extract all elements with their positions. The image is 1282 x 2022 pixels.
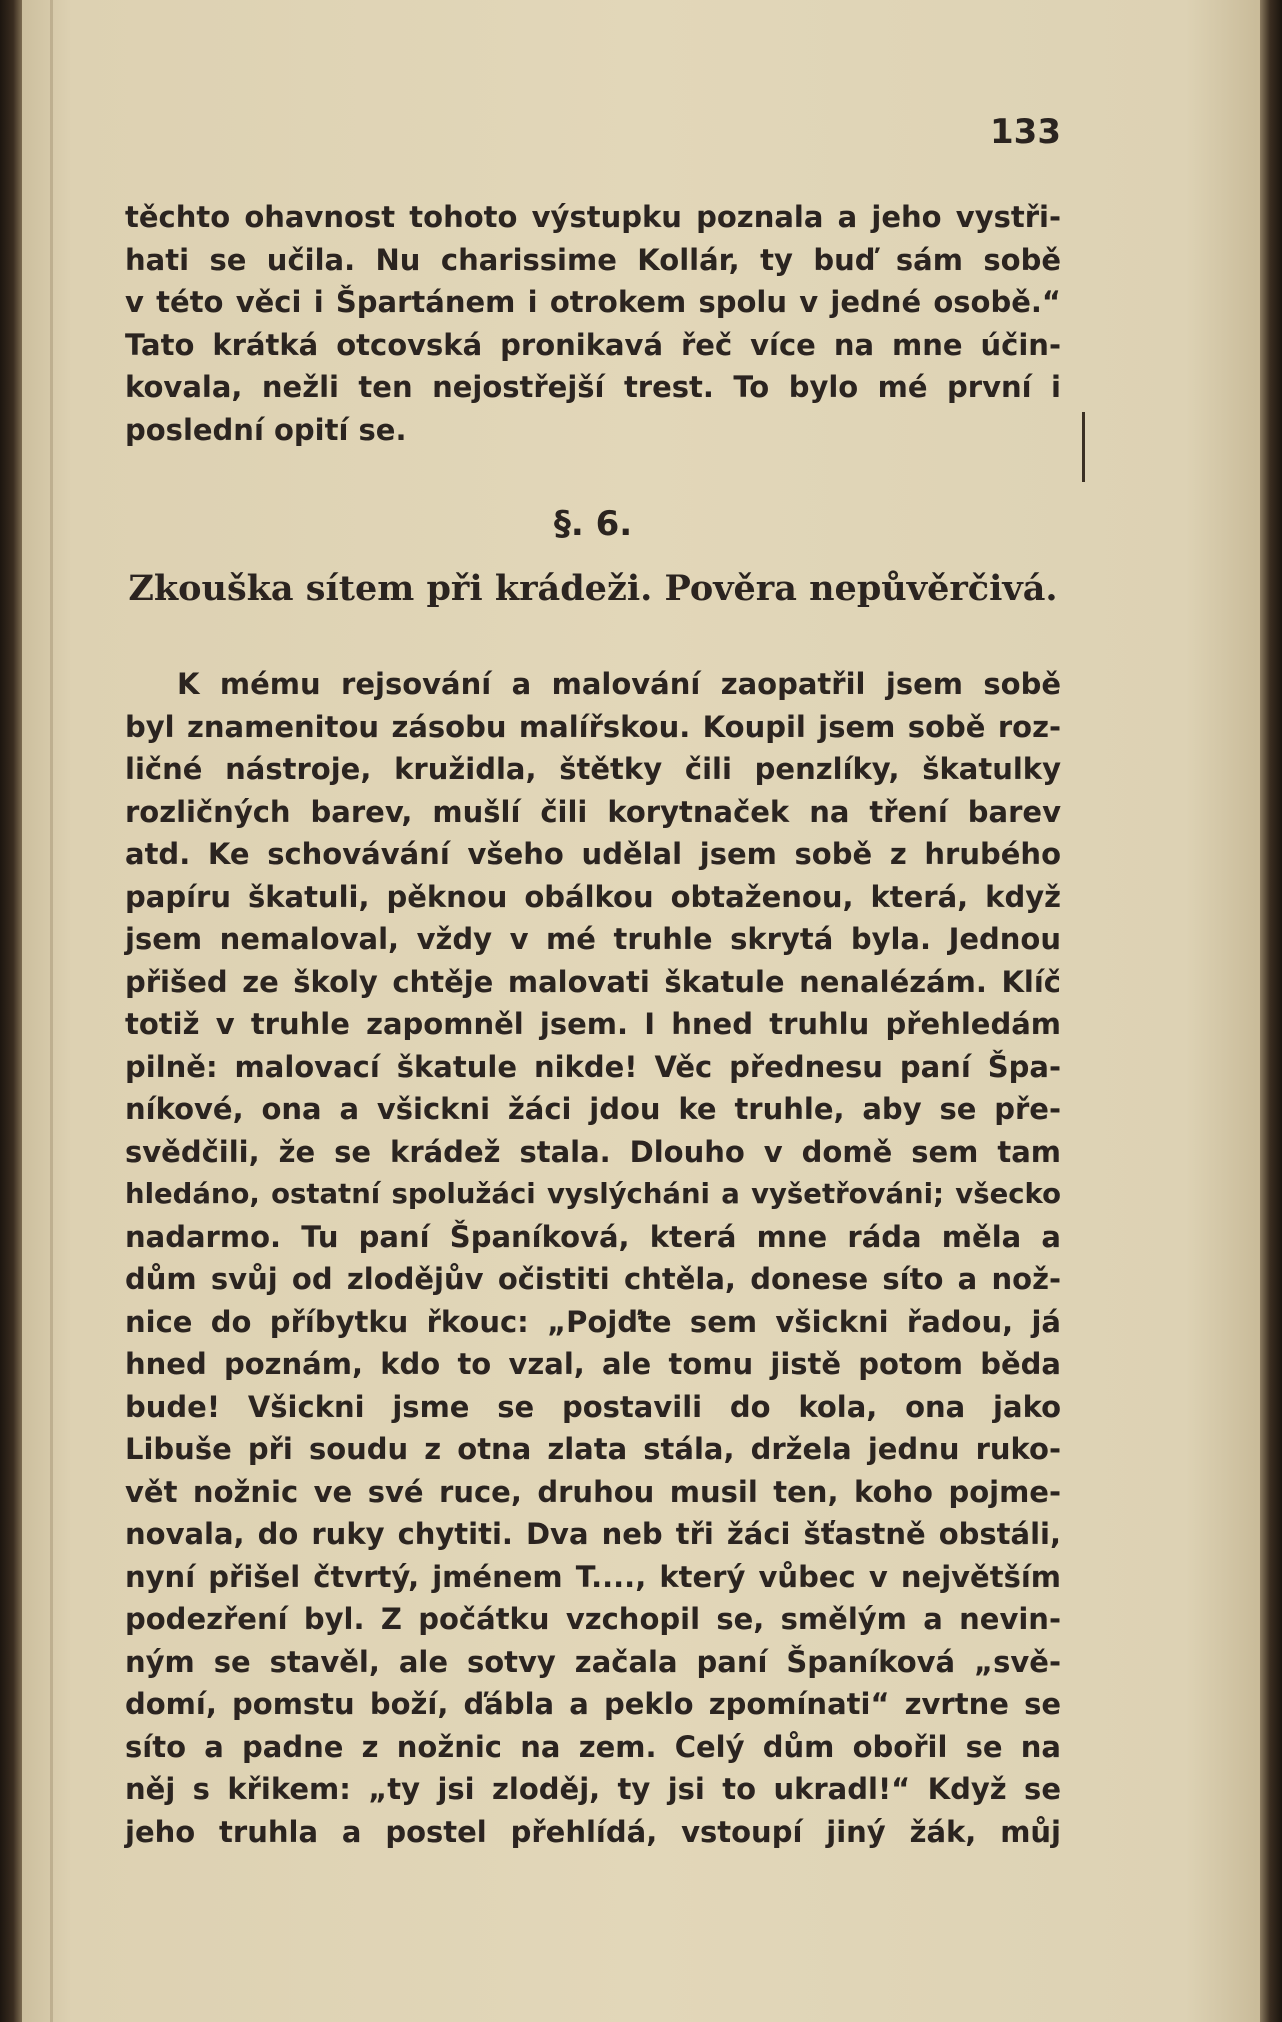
text-line: rozličných barev, mušlí čili korytnaček na tření barev (125, 794, 1061, 829)
section-number: §. 6. (553, 504, 633, 544)
text-line: nadarmo. Tu paní Španíková, která mne ráda měla a (125, 1219, 1061, 1254)
text-line: novala, do ruky chytiti. Dva neb tři žáci šťastně obstáli, (125, 1517, 1061, 1551)
text-line: níkové, ona a všickni žáci jdou ke truhle, aby se pře- (125, 1092, 1061, 1126)
text-line: přišed ze školy chtěje malovati škatule nenalézám. Klíč (125, 964, 1061, 999)
text-line: svědčili, že se krádež stala. Dlouho v domě sem tam (125, 1134, 1061, 1169)
text-line: domí, pomstu boží, ďábla a peklo zpomínati“ zvrtne se (125, 1687, 1061, 1721)
text-line: v této věci i Špartánem i otrokem spolu v jedné osobě.“ (125, 285, 1061, 319)
page-outer-edge (1260, 0, 1282, 2022)
text-line: síto a padne z nožnic na zem. Celý dům obořil se na (125, 1729, 1061, 1764)
margin-pencil-mark (1082, 412, 1085, 482)
text-line: podezření byl. Z počátku vzchopil se, smělým a nevin- (125, 1602, 1061, 1636)
text-line: ličné nástroje, kružidla, štětky čili penzlíky, škatulky (125, 752, 1061, 786)
text-line: něj s křikem: „ty jsi zloděj, ty jsi to ukradl!“ Když se (125, 1772, 1061, 1806)
text-line: jeho truhla a postel přehlídá, vstoupí jiný žák, můj (125, 1814, 1061, 1849)
text-line: nice do příbytku řkouc: „Pojďte sem všickni řadou, já (125, 1304, 1061, 1339)
text-line: kovala, nežli ten nejostřejší trest. To bylo mé první i (125, 370, 1061, 404)
text-line: vět nožnic ve své ruce, druhou musil ten, koho pojme- (125, 1474, 1061, 1509)
text-line: jsem nemaloval, vždy v mé truhle skrytá byla. Jednou (125, 922, 1061, 956)
text-line: ným se stavěl, ale sotvy začala paní Španíková „svě- (125, 1644, 1061, 1679)
paragraph-top (125, 196, 1061, 451)
text-line: K mému rejsování a malování zaopatřil jsem sobě (177, 667, 1061, 701)
book-binding-edge (0, 0, 22, 2022)
text-line: byl znamenitou zásobu malířskou. Koupil jsem sobě roz- (125, 709, 1061, 744)
text-line: papíru škatuli, pěknou obálkou obtaženou, která, když (125, 879, 1061, 914)
text-line: hati se učila. Nu charissime Kollár, ty buď sám sobě (125, 242, 1061, 277)
text-line: hledáno, ostatní spolužáci vyslýcháni a vyšetřováni; všecko (125, 1178, 1061, 1210)
text-line: dům svůj od zlodějův očistiti chtěla, donese síto a nož- (125, 1262, 1061, 1296)
section-title: Zkouška sítem při krádeži. Pověra nepůvěrčivá. (128, 568, 1058, 609)
paragraph-main (125, 663, 1061, 1853)
text-line: hned poznám, kdo to vzal, ale tomu jistě potom běda (125, 1347, 1061, 1381)
text-line: těchto ohavnost tohoto výstupku poznala a jeho vystři- (125, 200, 1061, 234)
text-line: atd. Ke schovávání všeho udělal jsem sobě z hrubého (125, 837, 1061, 871)
text-line: nyní přišel čtvrtý, jménem T...., který vůbec v největším (125, 1559, 1061, 1594)
text-line: totiž v truhle zapomněl jsem. I hned truhlu přehledám (125, 1007, 1061, 1041)
page-number: 133 (990, 112, 1061, 152)
text-line: bude! Všickni jsme se postavili do kola, ona jako (125, 1389, 1061, 1424)
text-line: Tato krátká otcovská pronikavá řeč více na mne účin- (125, 327, 1061, 362)
text-line: Libuše při soudu z otna zlata stála, držela jednu ruko- (125, 1432, 1061, 1466)
text-line: poslední opití se. (125, 412, 407, 447)
text-line: pilně: malovací škatule nikde! Věc přednesu paní Špa- (125, 1049, 1061, 1084)
gutter-shadow (50, 0, 53, 2022)
